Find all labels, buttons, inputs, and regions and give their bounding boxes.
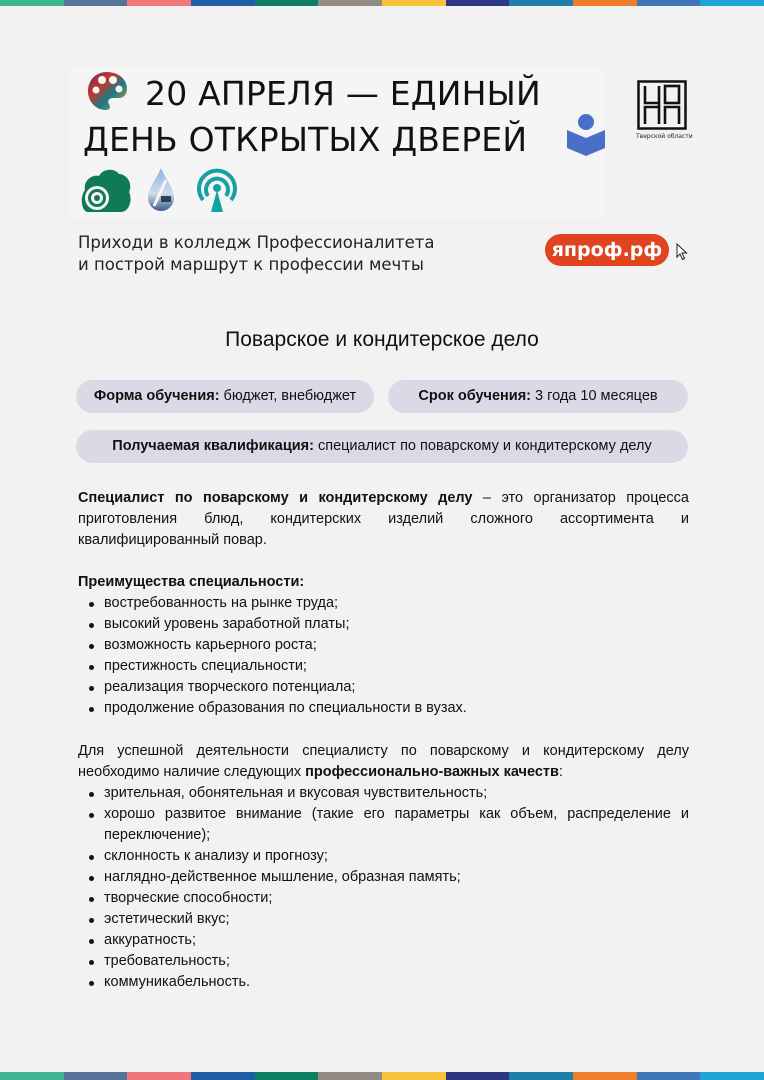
qualification-value: специалист по поварскому и кондитерскому делу [313,438,652,454]
list-item: зрительная, обонятельная и вкусовая чувствительность; [78,783,689,804]
slogan-line-2: и построй маршрут к профессии мечты [78,255,424,274]
study-form-badge [76,380,374,413]
study-form-value: бюджет, внебюджет [219,388,357,404]
list-item: наглядно-действенное мышление, образная память; [78,867,689,888]
stripe-segment [127,1072,191,1080]
qualification-badge [76,430,688,463]
intro-bold: Специалист по поварскому и кондитерскому делу [78,490,473,506]
top-color-stripe [0,0,764,6]
list-item: эстетический вкус; [78,909,689,930]
drop-industry-icon [146,166,176,214]
list-item: коммуникабельность. [78,972,689,993]
banner-title-line-2: ДЕНЬ ОТКРЫТЫХ ДВЕРЕЙ [83,120,528,159]
stripe-segment [509,1072,573,1080]
advantages-heading: Преимущества специальности: [78,574,305,590]
study-term-label: Срок обучения: [418,388,531,404]
intro-rest: – это организатор процесса приготовления блюд, кондитерских изделий сложного ассортимента и квалифицированный повар. [78,490,689,548]
stripe-segment [0,1072,64,1080]
list-item: требовательность; [78,951,689,972]
stripe-segment [700,1072,764,1080]
stripe-segment [318,1072,382,1080]
stripe-segment [64,1072,128,1080]
palette-icon [86,70,128,112]
cpp-logo-caption: Тверской области [636,133,693,140]
study-term-value: 3 года 10 месяцев [531,388,658,404]
qualities-paragraph [78,741,689,783]
list-item: престижность специальности; [78,656,689,677]
stripe-segment [382,0,446,6]
reader-book-icon [566,112,606,156]
slogan [78,232,434,276]
stripe-segment [446,0,510,6]
tree-target-icon [79,166,133,216]
stripe-segment [573,0,637,6]
stripe-segment [191,0,255,6]
intro-paragraph [78,488,689,551]
page-title: Поварское и кондитерское дело [225,328,539,351]
banner-title-line-1: 20 АПРЕЛЯ — ЕДИНЫЙ [145,74,541,113]
study-form-label: Форма обучения: [93,388,220,404]
slogan-line-1: Приходи в колледж Профессионалитета [78,233,435,252]
stripe-segment [382,1072,446,1080]
stripe-segment [573,1072,637,1080]
stripe-segment [127,0,191,6]
list-item: продолжение образования по специальности в вузах. [78,698,689,719]
stripe-segment [0,0,64,6]
stripe-segment [637,1072,701,1080]
cpp-logo [637,80,687,130]
stripe-segment [637,0,701,6]
list-item: хорошо развитое внимание (такие его параметры как объем, распределение и переключение); [78,804,689,846]
qualities-list [78,783,689,993]
stripe-segment [700,0,764,6]
stripe-segment [191,1072,255,1080]
advantages-list [78,593,689,719]
stripe-segment [255,0,319,6]
list-item: востребованность на рынке труда; [78,593,689,614]
study-term-badge [388,380,688,413]
stripe-segment [446,1072,510,1080]
list-item: склонность к анализу и прогнозу; [78,846,689,867]
stripe-segment [509,0,573,6]
qualities-text-before: Для успешной деятельности специалисту по поварскому и кондитерскому делу необходимо наличие следующих [78,743,689,780]
list-item: высокий уровень заработной платы; [78,614,689,635]
stripe-segment [64,0,128,6]
stripe-segment [318,0,382,6]
list-item: реализация творческого потенциала; [78,677,689,698]
bottom-color-stripe [0,1072,764,1080]
mouse-pointer-icon [676,243,688,261]
list-item: аккуратность; [78,930,689,951]
list-item: возможность карьерного роста; [78,635,689,656]
yaprof-link-button[interactable]: япроф.рф [545,234,669,266]
qualification-label: Получаемая квалификация: [112,438,314,454]
stripe-segment [255,1072,319,1080]
qualities-bold: профессионально-важных качеств [305,764,559,780]
qualities-text-after: : [558,764,563,780]
list-item: творческие способности; [78,888,689,909]
antenna-signal-icon [194,166,240,212]
